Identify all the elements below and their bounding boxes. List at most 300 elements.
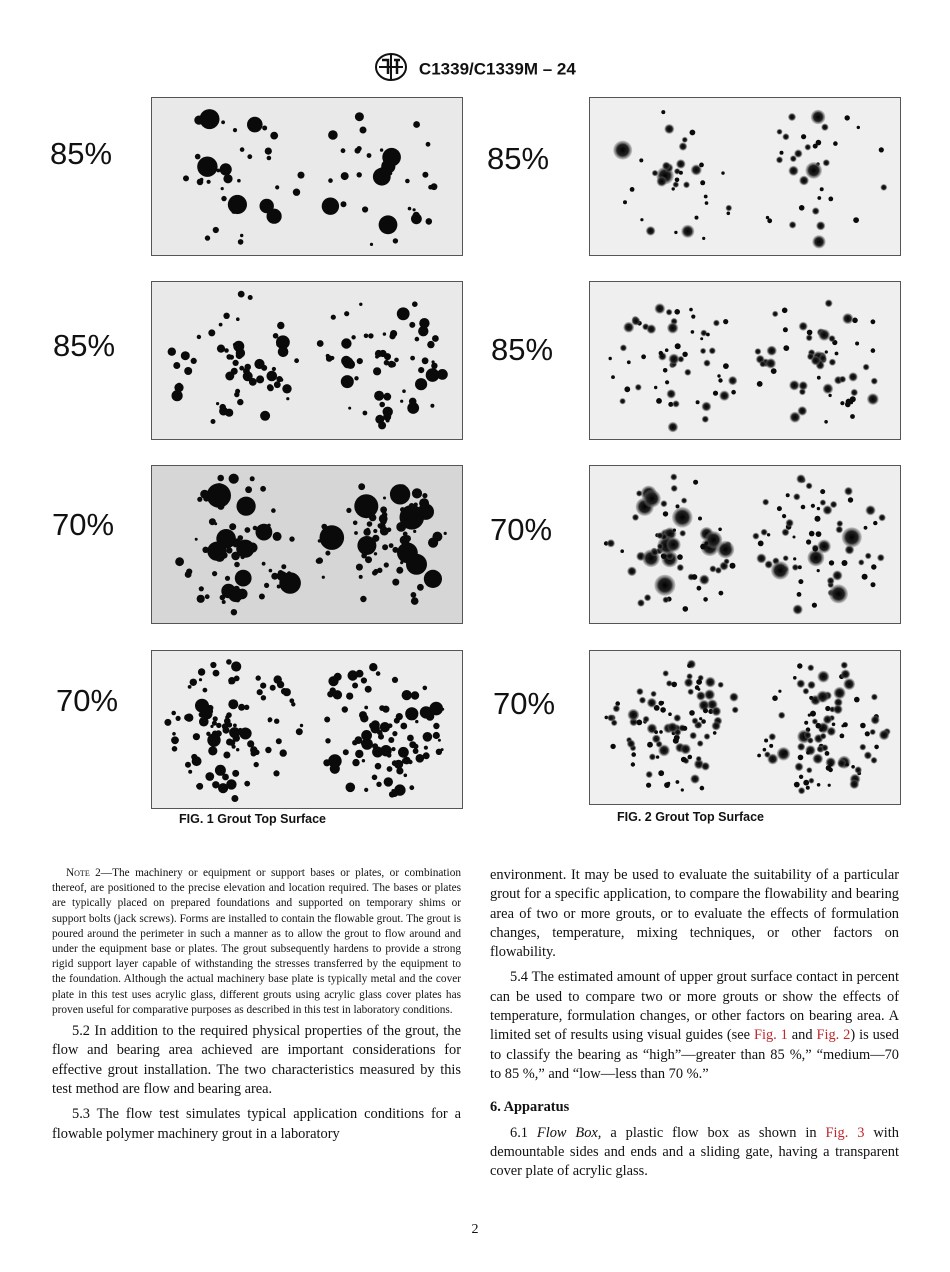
grout-void-dot [333,690,342,699]
grout-void-dot [430,404,434,408]
grout-void-dot [632,514,639,521]
grout-void-dot [212,571,217,576]
grout-void-dot [240,234,243,237]
grout-void-dot [244,541,247,544]
grout-void-dot [405,707,418,720]
grout-void-dot [817,671,829,683]
grout-void-dot [185,714,193,722]
grout-void-dot [656,398,662,404]
grout-void-dot [783,555,789,561]
grout-void-dot [703,597,708,602]
grout-void-dot [354,531,358,535]
p54-text-b: ) is used to classify the bearing as “high”—greater than 85 %,” “medium—70 to 85 %,” and “low—less than 70 %.” [490,1027,899,1082]
grout-void-dot [696,679,702,685]
grout-void-dot [793,493,800,500]
grout-void-dot [729,693,738,702]
fig1-panel-2 [151,281,463,440]
grout-void-dot [278,347,289,358]
grout-void-dot [610,744,615,749]
grout-void-dot [679,171,683,175]
grout-void-dot [705,201,709,205]
grout-void-dot [361,730,372,741]
grout-void-dot [361,677,367,683]
grout-void-dot [813,754,824,765]
grout-void-dot [231,552,240,561]
grout-void-dot [286,397,289,400]
grout-void-dot [799,205,805,211]
grout-void-dot [259,531,262,534]
grout-void-dot [701,719,706,724]
grout-void-dot [172,732,176,736]
grout-void-dot [776,156,783,163]
grout-void-dot [369,514,376,521]
grout-void-dot [375,415,384,424]
grout-void-dot [665,348,669,352]
grout-void-dot [410,356,415,361]
grout-void-dot [620,549,624,553]
grout-void-dot [262,562,266,566]
grout-void-dot [278,570,284,576]
grout-void-dot [761,529,768,536]
grout-void-dot [236,317,240,321]
grout-void-dot [699,575,709,585]
grout-void-dot [390,330,397,337]
grout-void-dot [762,499,769,506]
grout-void-dot [239,728,251,740]
grout-void-dot [663,368,668,373]
grout-void-dot [391,747,395,751]
grout-void-dot [862,574,868,580]
grout-void-dot [424,570,442,588]
grout-void-dot [783,327,788,332]
fig2-label-2: 85% [491,332,554,367]
grout-void-dot [190,679,197,686]
grout-void-dot [219,407,228,416]
grout-void-dot [388,165,393,170]
grout-void-dot [683,181,690,188]
grout-void-dot [373,367,381,375]
grout-void-dot [406,554,427,575]
grout-void-dot [391,790,398,797]
fig1-label-1: 85% [50,136,113,171]
grout-void-dot [697,740,704,747]
grout-void-dot [624,386,630,392]
grout-void-dot [386,419,390,423]
grout-void-dot [833,705,843,715]
grout-void-dot [816,723,821,728]
grout-void-dot [267,371,278,382]
grout-void-dot [647,324,657,334]
grout-void-dot [253,526,258,531]
grout-void-dot [690,130,696,136]
grout-void-dot [829,359,836,366]
grout-void-dot [639,158,643,162]
p61-text-a: a plastic flow box as shown in [601,1124,826,1141]
grout-void-dot [797,743,805,751]
grout-void-dot [778,712,785,719]
grout-void-dot [418,367,424,373]
grout-void-dot [235,570,252,587]
grout-void-dot [666,680,672,686]
grout-void-dot [656,755,659,758]
grout-void-dot [835,352,839,356]
grout-void-dot [829,560,834,565]
grout-void-dot [611,375,615,379]
grout-void-dot [805,162,822,179]
grout-void-dot [197,595,205,603]
grout-void-dot [277,322,284,329]
grout-void-dot [257,689,263,695]
grout-void-dot [671,682,677,688]
grout-void-dot [346,508,351,513]
grout-void-dot [413,121,420,128]
grout-void-dot [227,722,232,727]
grout-void-dot [274,381,281,388]
grout-void-dot [392,731,397,736]
grout-void-dot [848,497,853,502]
grout-void-dot [679,142,687,150]
grout-void-dot [223,727,230,734]
grout-void-dot [842,560,848,566]
grout-void-dot [226,547,232,553]
grout-void-dot [808,778,814,784]
grout-void-dot [820,499,826,505]
grout-void-dot [205,772,214,781]
grout-void-dot [293,189,300,196]
grout-void-dot [699,163,704,168]
grout-void-dot [782,308,788,314]
grout-void-dot [661,110,665,114]
grout-void-dot [794,782,800,788]
grout-void-dot [702,416,709,423]
grout-void-dot [853,217,859,223]
grout-void-dot [692,574,698,580]
grout-void-dot [777,129,783,135]
grout-void-dot [431,363,437,369]
grout-void-dot [245,527,251,533]
grout-void-dot [865,731,870,736]
grout-void-dot [438,739,441,742]
grout-void-dot [790,412,801,423]
grout-void-dot [248,295,253,300]
grout-void-dot [197,157,217,177]
grout-void-dot [432,335,439,342]
grout-void-dot [697,688,700,691]
grout-void-dot [701,762,710,771]
fig1-label-4: 70% [56,683,119,718]
grout-void-dot [806,786,810,790]
grout-void-dot [764,739,768,743]
grout-void-dot [631,752,636,757]
grout-void-dot [828,768,833,773]
grout-void-dot [766,358,776,368]
grout-void-dot [431,183,438,190]
grout-void-dot [620,344,627,351]
grout-void-dot [723,363,729,369]
grout-void-dot [296,728,303,735]
grout-void-dot [855,342,859,346]
grout-void-dot [817,540,831,554]
grout-void-dot [283,688,291,696]
grout-void-dot [237,497,256,516]
grout-void-dot [400,536,409,545]
grout-void-dot [199,712,205,718]
grout-void-dot [680,744,691,755]
grout-void-dot [343,357,354,368]
grout-void-dot [667,389,676,398]
grout-void-dot [778,690,781,693]
grout-void-dot [238,291,245,298]
grout-void-dot [331,315,336,320]
grout-void-dot [280,749,287,756]
grout-void-dot [675,343,681,349]
grout-void-dot [228,699,238,709]
grout-void-dot [812,207,820,215]
grout-void-dot [715,567,722,574]
grout-void-dot [792,564,799,571]
grout-void-dot [364,334,369,339]
grout-void-dot [365,686,372,693]
grout-void-dot [388,737,394,743]
grout-void-dot [667,722,677,732]
grout-void-dot [355,148,361,154]
grout-void-dot [810,711,816,717]
grout-void-dot [682,137,688,143]
grout-void-dot [813,144,818,149]
grout-void-dot [688,689,694,695]
grout-void-dot [663,670,669,676]
grout-void-dot [197,497,202,502]
right-column [490,866,899,1187]
grout-void-dot [806,751,810,755]
grout-void-dot [240,147,245,152]
fig3-link[interactable]: Fig. 3 [825,1124,865,1141]
grout-void-dot [864,751,872,759]
grout-void-dot [247,740,254,747]
grout-void-dot [793,557,796,560]
grout-void-dot [697,586,702,591]
grout-void-dot [344,311,349,316]
grout-void-dot [772,695,778,701]
grout-void-dot [674,309,680,315]
grout-void-dot [228,195,247,214]
grout-void-dot [832,723,836,727]
p54-and: and [787,1027,817,1044]
grout-void-dot [673,529,676,532]
grout-void-dot [627,567,637,577]
grout-void-dot [326,355,333,362]
grout-void-dot [817,196,821,200]
paragraph-5-4 [490,968,899,1084]
grout-void-dot [360,596,366,602]
grout-void-dot [806,539,811,544]
grout-void-dot [390,361,396,367]
grout-void-dot [317,557,323,563]
grout-void-dot [871,319,876,324]
grout-void-dot [265,747,271,753]
grout-void-dot [383,497,386,500]
grout-void-dot [400,723,407,730]
paragraph-5-3-continued: environment. It may be used to evaluate the suitability of a particular grout for a specific application, to compare the flowability and bearing area of two or more grouts, or to evaluate the effects of formulation changes, temperature, mixing techniques, or other factors on flowability. [490,867,899,961]
grout-void-dot [416,754,425,763]
grout-void-dot [191,754,197,760]
grout-void-dot [643,490,661,508]
grout-void-dot [412,301,418,307]
grout-void-dot [250,476,255,481]
grout-void-dot [690,774,700,784]
grout-void-dot [273,770,279,776]
grout-void-dot [788,166,798,176]
grout-void-dot [267,156,272,161]
grout-void-dot [718,378,722,382]
p61-term: Flow Box, [536,1124,602,1141]
grout-void-dot [845,763,849,767]
grout-void-dot [360,127,367,134]
grout-void-dot [827,727,836,736]
grout-void-dot [703,708,708,713]
grout-void-dot [174,383,183,392]
grout-void-dot [817,783,821,787]
grout-void-dot [387,753,392,758]
grout-void-dot [352,759,359,766]
grout-void-dot [223,752,230,759]
grout-void-dot [199,717,209,727]
grout-void-dot [271,508,276,513]
grout-void-dot [171,711,176,716]
grout-void-dot [217,475,224,482]
grout-void-dot [841,724,844,727]
grout-void-dot [222,600,226,604]
grout-void-dot [704,733,711,740]
grout-void-dot [407,402,419,414]
grout-void-dot [693,480,698,485]
grout-void-dot [384,777,393,786]
grout-void-dot [355,736,363,744]
grout-void-dot [793,676,797,680]
grout-void-dot [813,546,818,551]
grout-void-dot [236,748,239,751]
grout-void-dot [668,422,678,432]
grout-void-dot [346,693,353,700]
grout-void-dot [341,201,347,207]
grout-void-dot [411,597,419,605]
grout-void-dot [703,360,710,367]
grout-void-dot [341,172,349,180]
grout-void-dot [382,706,389,713]
grout-void-dot [238,239,244,245]
grout-void-dot [289,698,294,703]
grout-void-dot [801,134,806,139]
grout-void-dot [758,541,764,547]
grout-void-dot [402,690,412,700]
grout-void-dot [231,661,241,671]
grout-void-dot [661,701,664,704]
grout-void-dot [704,195,708,199]
grout-void-dot [233,128,237,132]
grout-void-dot [324,717,330,723]
grout-void-dot [277,681,284,688]
grout-void-dot [731,390,736,395]
grout-void-dot [636,490,642,496]
grout-void-dot [318,539,321,542]
grout-void-dot [369,663,377,671]
grout-void-dot [696,691,705,700]
grout-void-dot [415,720,418,723]
grout-void-dot [432,360,435,363]
grout-void-dot [423,732,433,742]
grout-void-dot [677,554,683,560]
grout-void-dot [719,391,729,401]
grout-void-dot [613,705,620,712]
fig2-link[interactable]: Fig. 2 [816,1027,851,1044]
grout-void-dot [197,335,201,339]
grout-void-dot [806,767,812,773]
paragraph-5-3: 5.3 The flow test simulates typical application conditions for a flowable polymer machinery grout in a laboratory [52,1106,461,1142]
fig1-link[interactable]: Fig. 1 [753,1027,788,1044]
grout-void-dot [260,199,274,213]
grout-void-dot [207,180,211,184]
grout-void-dot [651,549,659,557]
grout-void-dot [419,318,429,328]
grout-void-dot [812,235,825,248]
page-number: 2 [471,1222,479,1237]
grout-void-dot [799,381,808,390]
p54-text-a: 5.4 The estimated amount of upper grout surface contact in percent can be used to compare two or more grouts or show the effects of temperature, formulation changes, or other factors on bearing area. A limited set of results using visual guides (see [490,969,899,1044]
grout-void-dot [403,757,411,765]
grout-void-dot [724,558,730,564]
grout-void-dot [388,171,392,175]
grout-void-dot [687,664,691,668]
grout-void-dot [369,723,374,728]
grout-void-dot [717,374,720,377]
grout-void-dot [221,187,224,190]
grout-void-dot [216,723,221,728]
grout-void-dot [843,678,855,690]
grout-void-dot [798,755,804,761]
grout-void-dot [287,572,291,576]
designation: C1339/C1339M – 24 [418,59,576,79]
grout-void-dot [809,696,813,700]
grout-void-dot [404,774,408,778]
grout-void-dot [226,739,233,746]
grout-void-dot [373,529,377,533]
grout-void-dot [840,734,845,739]
grout-void-dot [322,198,339,215]
document-header [0,52,950,87]
grout-void-dot [817,376,821,380]
grout-void-dot [691,330,695,334]
grout-void-dot [222,774,229,781]
grout-void-dot [274,719,279,724]
grout-void-dot [367,521,373,527]
grout-void-dot [335,677,339,681]
grout-void-dot [857,126,860,129]
grout-void-dot [871,564,876,569]
grout-void-dot [673,181,679,187]
grout-void-dot [809,531,815,537]
grout-void-dot [247,154,252,159]
grout-void-dot [433,732,440,739]
grout-void-dot [803,688,810,695]
grout-void-dot [382,148,401,167]
paragraph-6-1 [490,1124,899,1182]
grout-void-dot [261,695,266,700]
grout-void-dot [681,225,694,238]
grout-void-dot [840,401,844,405]
grout-void-dot [723,319,728,324]
grout-void-dot [213,227,219,233]
grout-void-dot [646,783,651,788]
